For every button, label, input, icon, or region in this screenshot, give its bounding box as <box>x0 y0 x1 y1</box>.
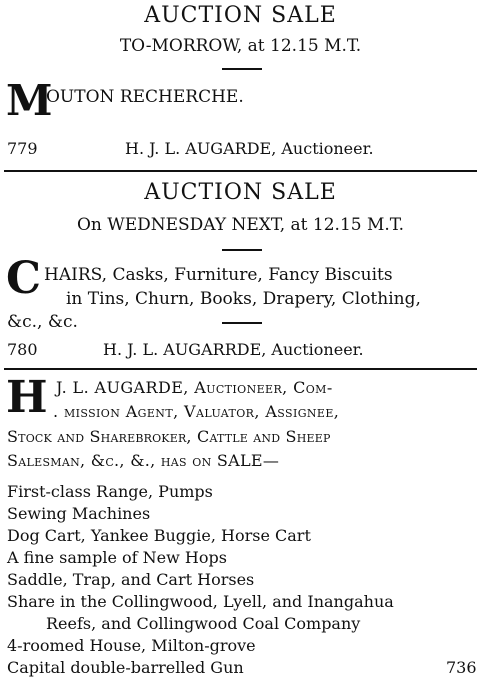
sale-item-9: Capital double-barrelled Gun <box>7 658 244 677</box>
sale-item-3: Dog Cart, Yankee Buggie, Horse Cart <box>7 526 311 545</box>
ad3-line-2: . mission Agent, Valuator, Assignee, <box>53 402 340 421</box>
ad2-line-1: HAIRS, Casks, Furniture, Fancy Biscuits <box>44 265 393 285</box>
sale-item-2: Sewing Machines <box>7 504 151 523</box>
ad1-item: OUTON RECHERCHE. <box>46 87 244 107</box>
ad2-line-3: &c., &c. <box>7 312 78 332</box>
ad3-dropcap: H <box>6 372 48 423</box>
ad2-line-2: in Tins, Churn, Books, Drapery, Clothing, <box>66 289 421 309</box>
sale-item-5: Saddle, Trap, and Cart Horses <box>7 570 255 589</box>
ad2-short-rule-2 <box>222 322 262 324</box>
ad3-number: 736 <box>446 658 477 677</box>
sale-item-8: 4-roomed House, Milton-grove <box>7 636 256 655</box>
divider-2 <box>4 368 477 370</box>
auction-ad-3 <box>0 372 481 685</box>
ad2-title: AUCTION SALE <box>144 180 337 205</box>
ad2-number: 780 <box>7 340 38 359</box>
ad2-short-rule <box>222 249 262 251</box>
ad1-auctioneer: H. J. L. AUGARDE, Auctioneer. <box>125 139 374 158</box>
sale-item-6: Share in the Collingwood, Lyell, and Inangahua <box>7 592 394 611</box>
ad3-line-4: Salesman, &c., &., has on SALE— <box>7 451 280 470</box>
sale-item-4: A fine sample of New Hops <box>7 548 227 567</box>
ad2-when: On WEDNESDAY NEXT, at 12.15 M.T. <box>76 215 405 235</box>
ad1-when: TO-MORROW, at 12.15 M.T. <box>119 36 362 56</box>
ad3-line-3: Stock and Sharebroker, Cattle and Sheep <box>7 427 331 446</box>
ad2-dropcap: C <box>6 253 42 304</box>
ad1-number: 779 <box>7 139 38 158</box>
ad1-dropcap: M <box>6 76 53 125</box>
sale-item-7: Reefs, and Collingwood Coal Company <box>46 614 361 633</box>
ad1-title: AUCTION SALE <box>144 3 337 28</box>
auction-ad-2 <box>0 172 481 368</box>
ad1-short-rule <box>222 68 262 70</box>
ad2-auctioneer: H. J. L. AUGARRDE, Auctioneer. <box>103 340 364 359</box>
ad3-line-1: J. L. AUGARDE, Auctioneer, Com- <box>56 378 333 397</box>
auction-ad-1 <box>0 0 481 170</box>
sale-item-1: First-class Range, Pumps <box>7 482 213 501</box>
